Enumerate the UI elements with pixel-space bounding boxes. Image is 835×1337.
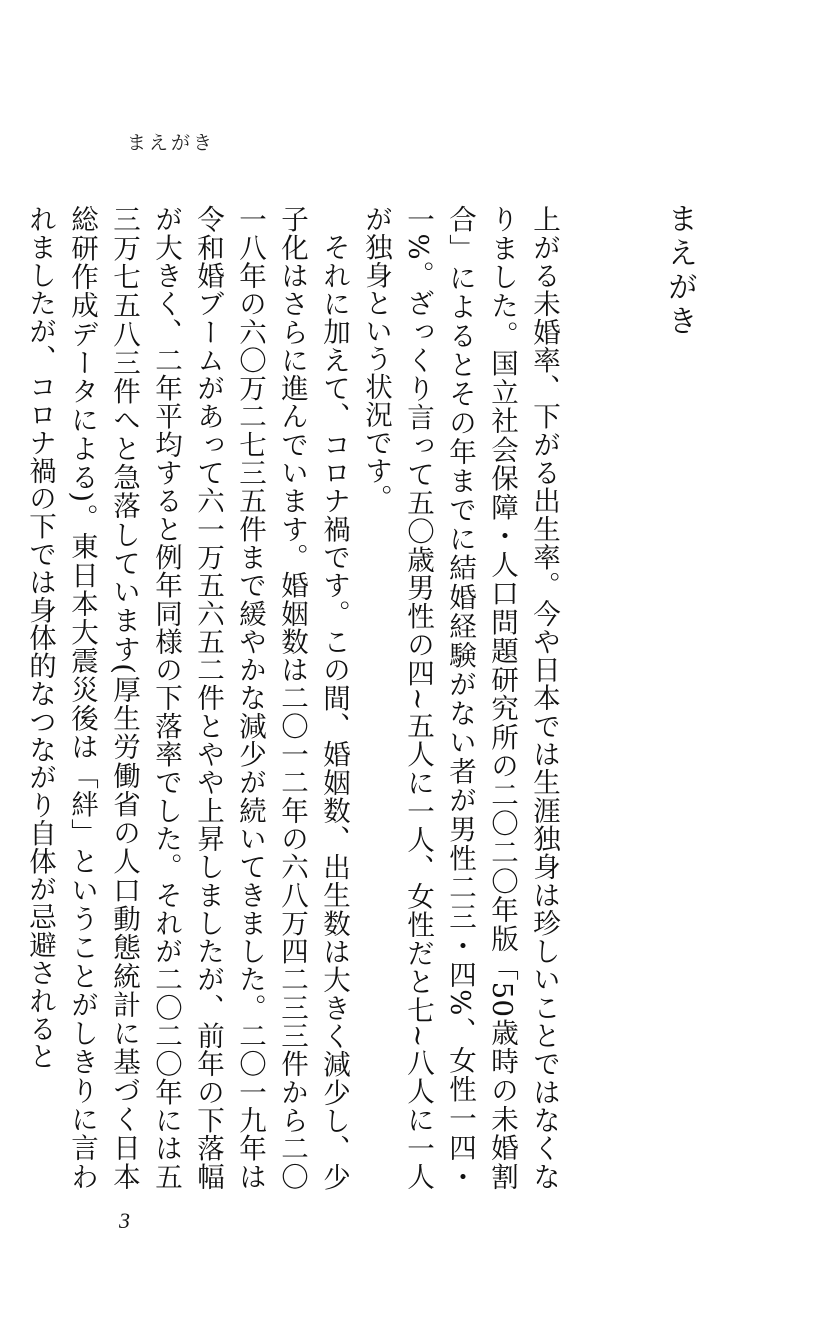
- body-text: [24, 205, 565, 1190]
- paragraph: 上がる未婚率、下がる出生率。今や日本では生涯独身は珍しいことではなくなりました。国立社会保障・人口問題研究所の二〇二〇年版「50歳時の未婚割合」によるとその年までに結婚経験がない者が男性二三・四%、女性一四・一%。ざっくり言って五〇歳男性の四~五人に一人、女性だと七~八人に一人が独身という状況です。: [360, 205, 560, 1190]
- page-number: 3: [119, 1208, 130, 1233]
- chapter-title: まえがき: [662, 203, 697, 339]
- running-head: まえがき: [127, 132, 216, 154]
- paragraph: それに加えて、コロナ禍です。この間、婚姻数、出生数は大きく減少し、少子化はさらに進んでいます。婚姻数は二〇一二年の六八万四二三三件から二〇一八年の六〇万二七三五件まで緩やかな減少が続いてきました。二〇一九年は令和婚ブームがあって六一万五六五二件とやや上昇しましたが、前年の下落幅が大きく、二年平均すると例年同様の下落率でした。それが二〇二〇年には五三万七五八三件へと急落しています(厚生労働省の人口動態統計に基づく日本総研作成データによる)。東日本大震災後は「絆」ということがしきりに言われましたが、コロナ禍の下では身体的なつながり自体が忌避されると: [24, 205, 350, 1190]
